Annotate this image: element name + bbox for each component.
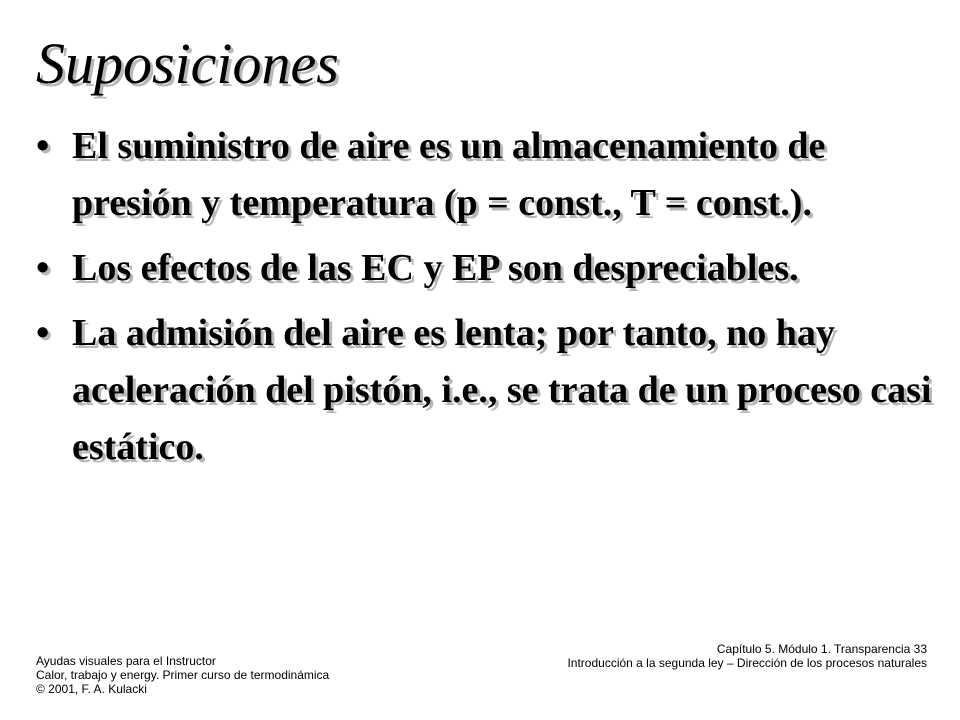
bullet-dot-icon: • <box>36 312 50 354</box>
bullet-item <box>36 118 954 232</box>
bullet-text: El suministro de aire es un almacenamiento de presión y temperatura (p = const., T = const.). <box>72 125 826 224</box>
footer-chapter-slide: Capítulo 5. Módulo 1. Transparencia 33 <box>716 642 927 656</box>
footer-course-title: Calor, trabajo y energy. Primer curso de termodinámica <box>36 668 330 682</box>
bullet-text: La admisión del aire es lenta; por tanto, no hay aceleración del pistón, i.e., se trata de un proceso casi estático. <box>72 312 932 468</box>
footer-right <box>567 642 927 670</box>
footer-instructor-aids: Ayudas visuales para el Instructor <box>36 654 216 668</box>
footer-section-title: Introducción a la segunda ley – Dirección de los procesos naturales <box>567 656 927 670</box>
bullet-dot-icon: • <box>36 247 50 289</box>
footer-copyright: © 2001, F. A. Kulacki <box>36 682 147 696</box>
bullet-dot-icon: • <box>36 125 50 167</box>
bullet-item <box>36 240 954 297</box>
slide-title: Suposiciones <box>36 31 339 96</box>
bullet-list <box>36 118 954 484</box>
footer-left <box>36 654 329 696</box>
bullet-item <box>36 305 954 476</box>
bullet-text: Los efectos de las EC y EP son despreciables. <box>72 247 799 289</box>
